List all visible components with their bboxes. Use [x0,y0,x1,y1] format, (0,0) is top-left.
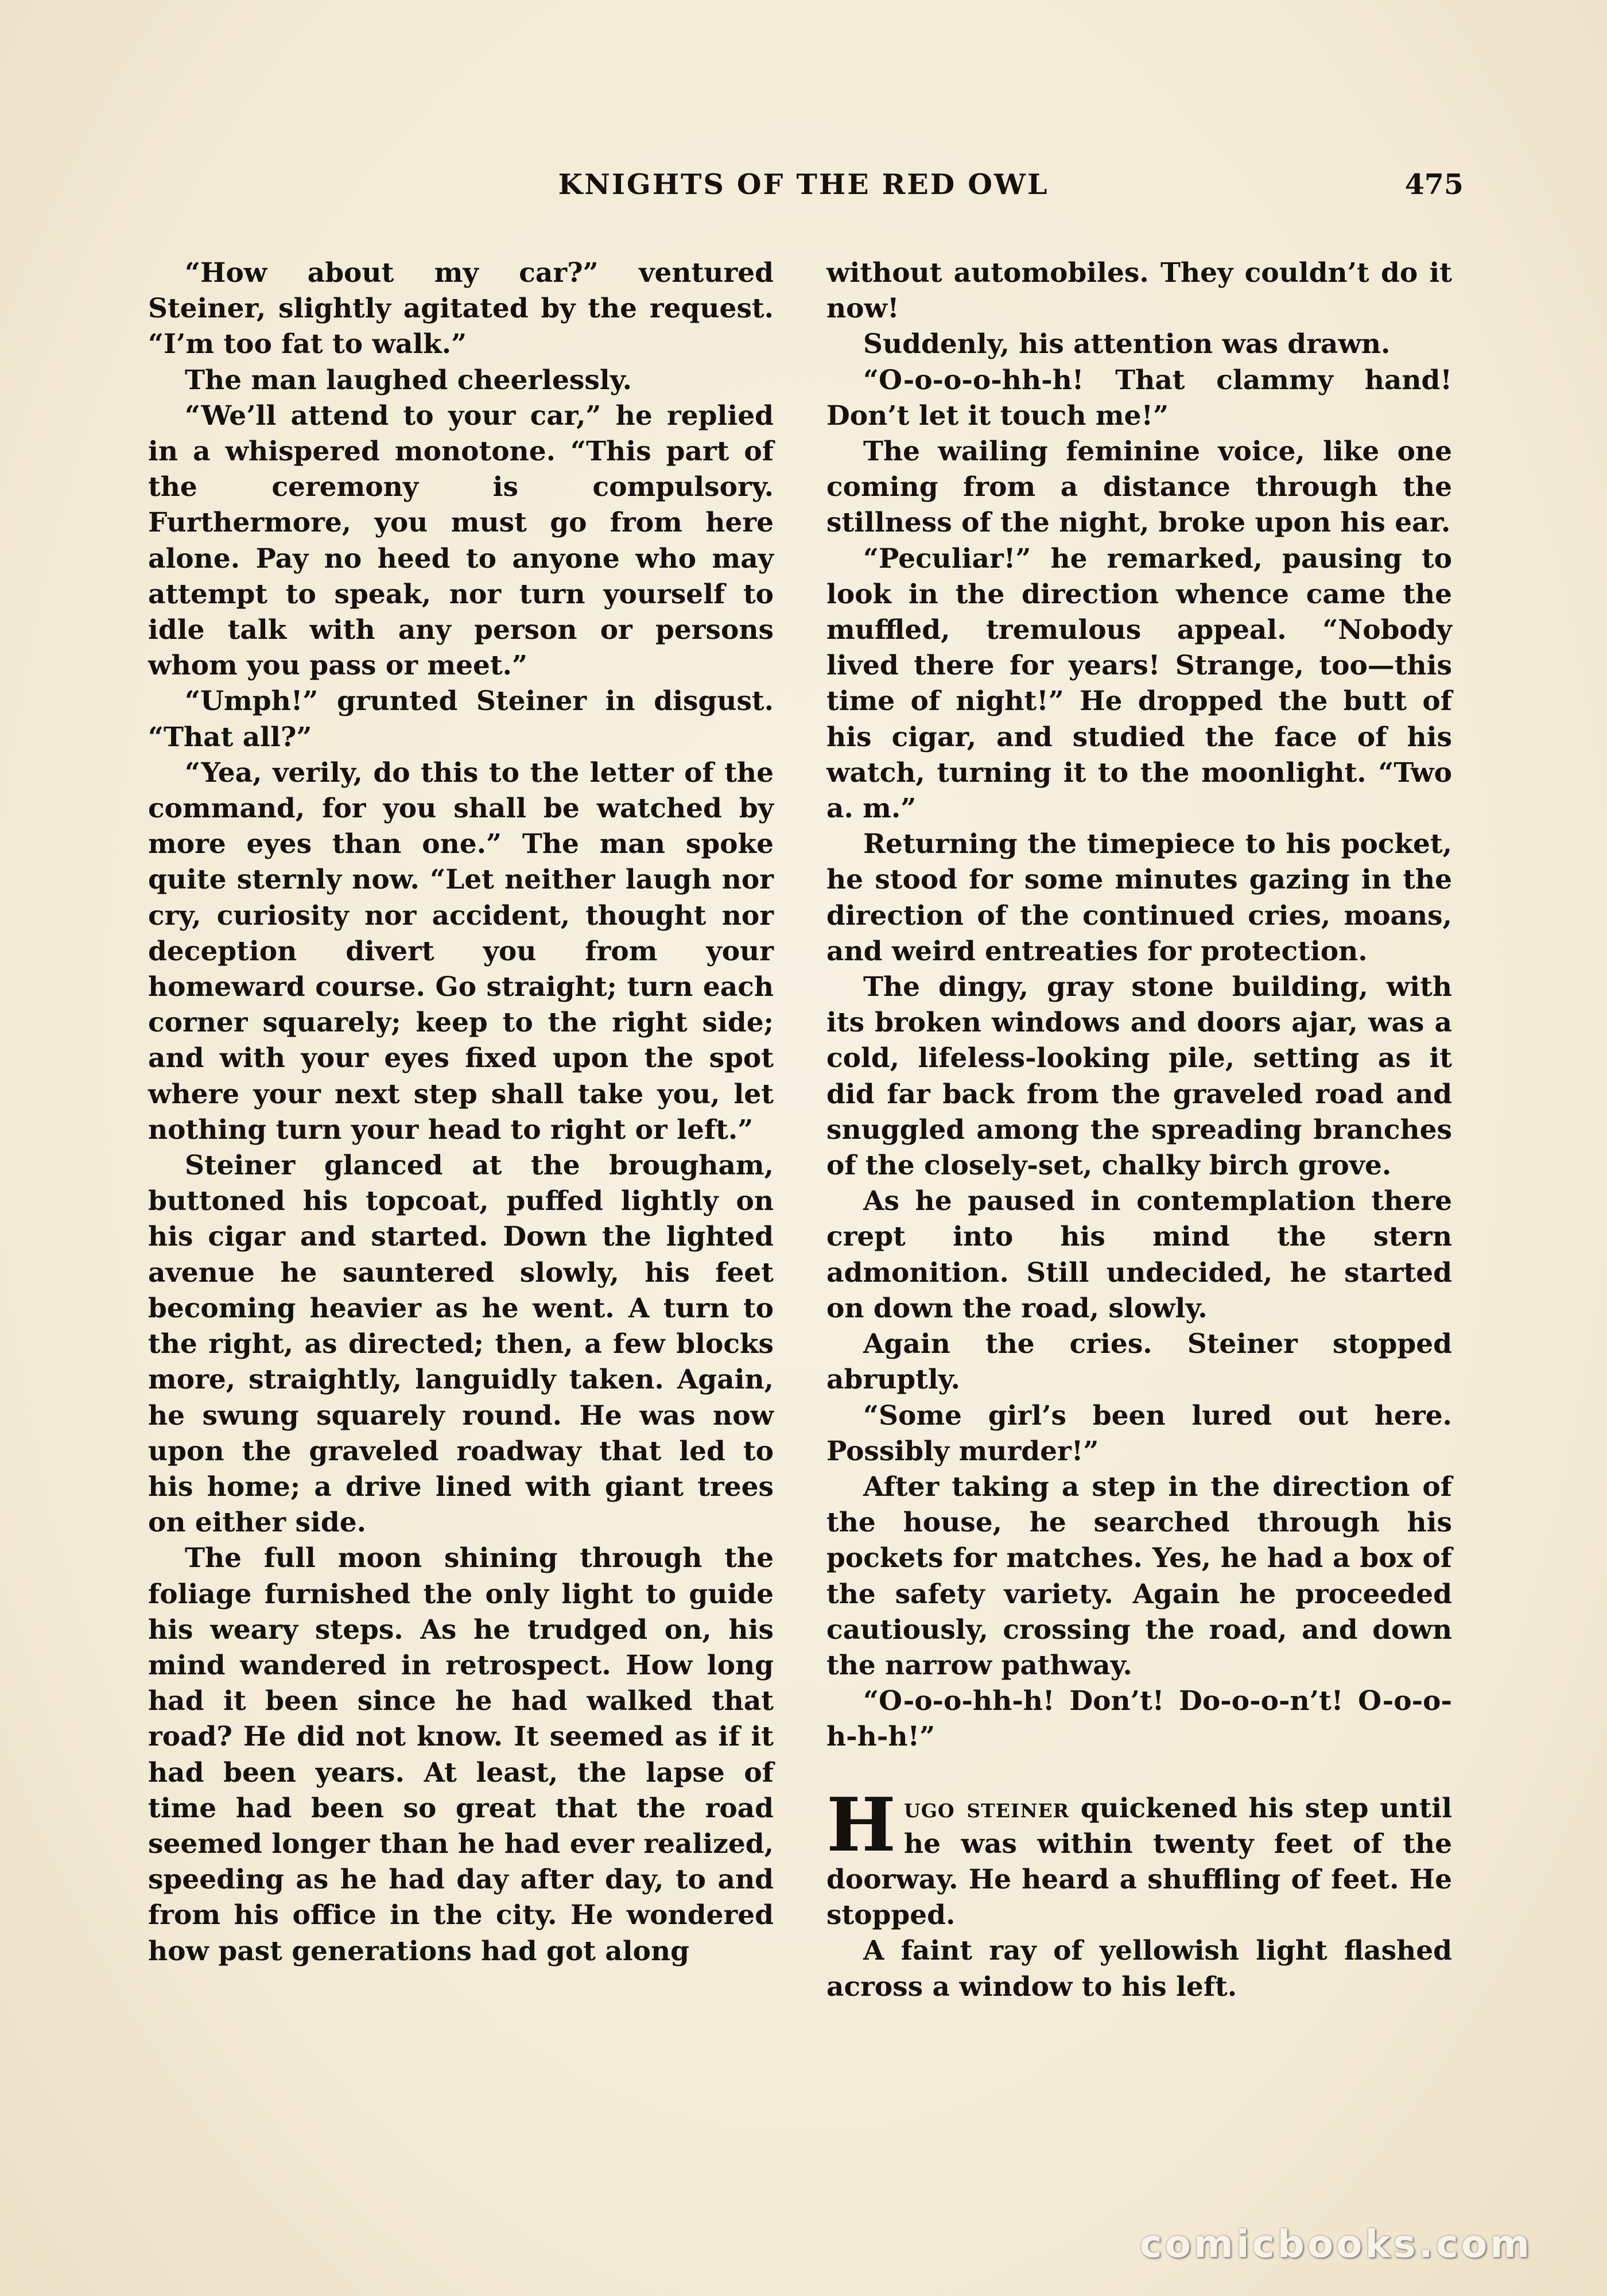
site-watermark: comicbooks.com [1139,2222,1532,2266]
paragraph: “O-o-o-o-hh-h! That clammy hand! Don’t let it touch me!” [826,364,1452,432]
paragraph: Steiner glanced at the brougham, buttoned his topcoat, puffed lightly on his cigar and started. Down the lighted avenue he sauntered slowly, his feet becoming heavier as he went. A turn to the right, as directed; then, a few blocks more, straightly, languidly taken. Again, he swung squarely round. He was now upon the graveled roadway that led to his home; a drive lined with giant trees on either side. [148,1150,774,1539]
right-column [826,255,1452,2005]
paragraph: Returning the timepiece to his pocket, he stood for some minutes gazing in the direction of the continued cries, moans, and weird entreaties for protection. [826,828,1452,967]
paragraph: “How about my car?” ventured Steiner, slightly agitated by the request. “I’m too fat to walk.” [148,257,774,360]
paragraph: “Peculiar!” he remarked, pausing to look in the direction whence came the muffled, tremulous appeal. “Nobody lived there for years! Strange, too—this time of night!” He dropped the butt of his cigar, and studied the face of his watch, turning it to the moonlight. “Two a. m.” [826,542,1452,825]
paragraph-continuation: without automobiles. They couldn’t do it now! [826,257,1452,325]
small-caps-name: ugo steiner [903,1792,1070,1824]
paragraph: “Some girl’s been lured out here. Possibly murder!” [826,1399,1452,1467]
drop-cap: H [826,1782,896,1868]
paragraph: As he paused in contemplation there crept into his mind the stern admonition. Still undecided, he started on down the road, slowly. [826,1185,1452,1324]
paragraph: “O-o-o-hh-h! Don’t! Do-o-o-n’t! O-o-o-h-h-h!” [826,1685,1452,1753]
paragraph: After taking a step in the direction of the house, he searched through his pockets for matches. Yes, he had a box of the safety variety. Again he proceeded cautiously, crossing the road, and down the narrow pathway. [826,1471,1452,1681]
left-column [148,255,774,1969]
paragraph: “Umph!” grunted Steiner in disgust. “That all?” [148,685,774,753]
running-title: KNIGHTS OF THE RED OWL [558,168,1049,201]
section-opening-paragraph [826,1782,1452,1934]
paragraph: The dingy, gray stone building, with its broken windows and doors ajar, was a cold, lifeless-looking pile, setting as it did far back from the graveled road and snuggled among the spreading branches of the closely-set, chalky birch grove. [826,971,1452,1182]
paragraph: The full moon shining through the foliage furnished the only light to guide his weary steps. As he trudged on, his mind wandered in retrospect. How long had it been since he had walked that road? He did not know. It seemed as if it had been years. At least, the lapse of time had been so great that the road seemed longer than he had ever realized, speeding as he had day after day, to and from his office in the city. He wondered how past generations had got along [148,1542,774,1967]
paragraph: The wailing feminine voice, like one coming from a distance through the stillness of the night, broke upon his ear. [826,436,1452,539]
section-opening-text: quickened his step until he was within twenty feet of the doorway. He heard a shuffling of feet. He stopped. [826,1792,1452,1932]
paragraph: Again the cries. Steiner stopped abruptly. [826,1328,1452,1396]
paragraph: “We’ll attend to your car,” he replied in a whispered monotone. “This part of the ceremony is compulsory. Furthermore, you must go from here alone. Pay no heed to anyone who may attempt to speak, nor turn yourself to idle talk with any person or persons whom you pass or meet.” [148,400,774,682]
page-number: 475 [1404,168,1464,201]
paragraph: The man laughed cheerlessly. [185,364,632,396]
paragraph: “Yea, verily, do this to the letter of the command, for you shall be watched by more eyes than one.” The man spoke quite sternly now. “Let neither laugh nor cry, curiosity nor accident, thought nor deception divert you from your homeward course. Go straight; turn each corner squarely; keep to the right side; and with your eyes fixed upon the spot where your next step shall take you, let nothing turn your head to right or left.” [148,757,774,1146]
running-header [143,168,1464,214]
paragraph: A faint ray of yellowish light flashed across a window to his left. [826,1935,1452,2003]
paragraph: Suddenly, his attention was drawn. [863,328,1391,360]
